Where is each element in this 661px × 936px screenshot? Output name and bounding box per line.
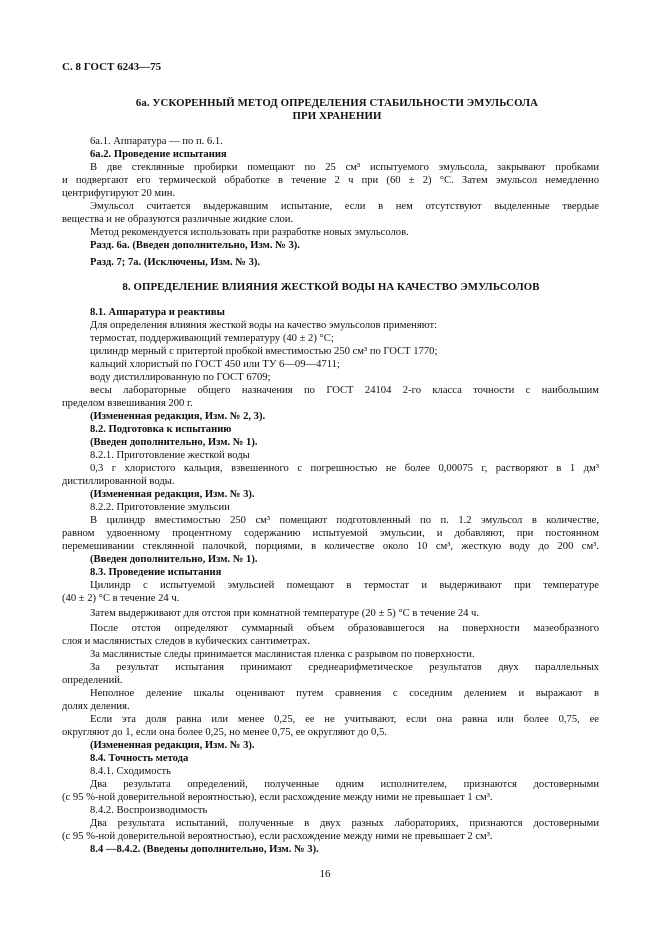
text-line: цилиндр мерный с притертой пробкой вместимостью 250 см³ по ГОСТ 1770; (90, 346, 438, 357)
text-line: Цилиндр с испытуемой эмульсией помещают в термостат и выдерживают при температуре (90, 580, 599, 591)
text-line: В цилиндр вместимостью 250 см³ помещают подготовленный по п. 1.2 эмульсол в количестве, (90, 515, 599, 526)
text-line: Разд. 6а. (Введен дополнительно, Изм. № 3). (90, 240, 300, 251)
text-line: 8.4. Точность метода (90, 753, 189, 764)
text-line: 6а.2. Проведение испытания (90, 149, 227, 160)
text-line: (Измененная редакция, Изм. № 3). (90, 740, 255, 751)
text-line: (Измененная редакция, Изм. № 3). (90, 489, 255, 500)
text-line: 8.1. Аппаратура и реактивы (90, 307, 225, 318)
text-line: ПРИ ХРАНЕНИИ (292, 110, 382, 122)
text-line: 6а.1. Аппаратура — по п. 6.1. (90, 136, 223, 147)
text-line: 8.2. Подготовка к испытанию (90, 424, 232, 435)
page-header: С. 8 ГОСТ 6243—75 (62, 61, 162, 73)
text-line: термостат, поддерживающий температуру (40 ± 2) °С; (90, 333, 334, 344)
text-line: округляют до 1, если она более 0,25, но менее 0,75, ее округляют до 0,5. (62, 727, 387, 738)
text-line: определений. (62, 675, 123, 686)
text-line: вещества и не образуются различные жидкие слои. (62, 214, 294, 225)
text-line: (с 95 %-ной доверительной вероятностью), если расхождение между ними не превышает 2 см³. (62, 831, 493, 842)
text-line: (Введен дополнительно, Изм. № 1). (90, 437, 258, 448)
text-line: 8.4.1. Сходимость (90, 766, 171, 777)
text-line: 6а. УСКОРЕННЫЙ МЕТОД ОПРЕДЕЛЕНИЯ СТАБИЛЬНОСТИ ЭМУЛЬСОЛА (135, 97, 539, 109)
text-line: слоя и маслянистых следов в кубических сантиметрах. (62, 636, 310, 647)
text-line: Неполное деление шкалы оценивают путем сравнения с соседним делением и выражают в (90, 688, 599, 699)
text-line: дистиллированной воды. (62, 476, 175, 487)
text-line: 8.3. Проведение испытания (90, 567, 222, 578)
text-line: После отстоя определяют суммарный объем образовавшегося на поверхности мазеобразного (90, 623, 599, 634)
text-line: 8. ОПРЕДЕЛЕНИЕ ВЛИЯНИЯ ЖЕСТКОЙ ВОДЫ НА КАЧЕСТВО ЭМУЛЬСОЛОВ (122, 281, 540, 293)
text-line: долях деления. (62, 701, 130, 712)
text-line: Два результата испытаний, полученные в двух разных лабораториях, признаются достоверными (90, 818, 599, 829)
text-line: (с 95 %-ной доверительной вероятностью), если расхождение между ними не превышает 1 см³. (62, 792, 493, 803)
text-line: (Введен дополнительно, Изм. № 1). (90, 554, 258, 565)
text-line: равном удвоенному процентному содержанию испытуемой эмульсии, и добавляют, при постоянном (62, 528, 599, 539)
text-line: 8.2.2. Приготовление эмульсии (90, 502, 230, 513)
text-line: Разд. 7; 7а. (Исключены, Изм. № 3). (90, 257, 261, 268)
text-line: 8.4 —8.4.2. (Введены дополнительно, Изм. № 3). (90, 844, 319, 855)
text-line: Если эта доля равна или менее 0,25, ее не учитывают, если она равна или более 0,75, ее (90, 714, 599, 725)
text-line: 0,3 г хлористого кальция, взвешенного с погрешностью не более 0,00075 г, растворяют в 1 дм³ (90, 463, 599, 474)
text-line: Для определения влияния жесткой воды на качество эмульсолов применяют: (90, 320, 438, 331)
text-line: перемешивании стеклянной палочкой, порциями, в количестве около 10 см³, жесткую воду до 200 см³. (62, 541, 599, 552)
text-line: центрифугируют 20 мин. (62, 188, 176, 199)
text-line: Эмульсол считается выдержавшим испытание, если в нем отсутствуют выделенные твердые (90, 201, 599, 212)
page-number: 16 (319, 868, 331, 880)
text-line: В две стеклянные пробирки помещают по 25 см³ испытуемого эмульсола, закрывают пробками (90, 162, 599, 173)
text-line: Два результата определений, полученные одним исполнителем, признаются достоверными (90, 779, 599, 790)
text-line: Метод рекомендуется использовать при разработке новых эмульсолов. (90, 227, 409, 238)
text-line: весы лабораторные общего назначения по ГОСТ 24104 2-го класса точности с наибольшим (90, 385, 599, 396)
text-line: 8.2.1. Приготовление жесткой воды (90, 450, 250, 461)
text-line: пределом взвешивания 200 г. (62, 398, 193, 409)
text-line: воду дистиллированную по ГОСТ 6709; (90, 372, 271, 383)
text-line: и подвергают его термической обработке в течение 2 ч при (60 ± 2) °С. Затем эмульсол немедленно (62, 175, 599, 186)
text-line: (40 ± 2) °С в течение 24 ч. (62, 593, 180, 604)
text-line: кальций хлористый по ГОСТ 450 или ТУ 6—09—4711; (90, 359, 340, 370)
text-line: За результат испытания принимают среднеарифметическое результатов двух параллельных (90, 662, 599, 673)
text-line: За маслянистые следы принимается маслянистая пленка с разрывом по поверхности. (90, 649, 475, 660)
text-line: 8.4.2. Воспроизводимость (90, 805, 208, 816)
text-line: Затем выдерживают для отстоя при комнатной температуре (20 ± 5) °С в течение 24 ч. (90, 608, 480, 619)
text-line: (Измененная редакция, Изм. № 2, 3). (90, 411, 266, 422)
